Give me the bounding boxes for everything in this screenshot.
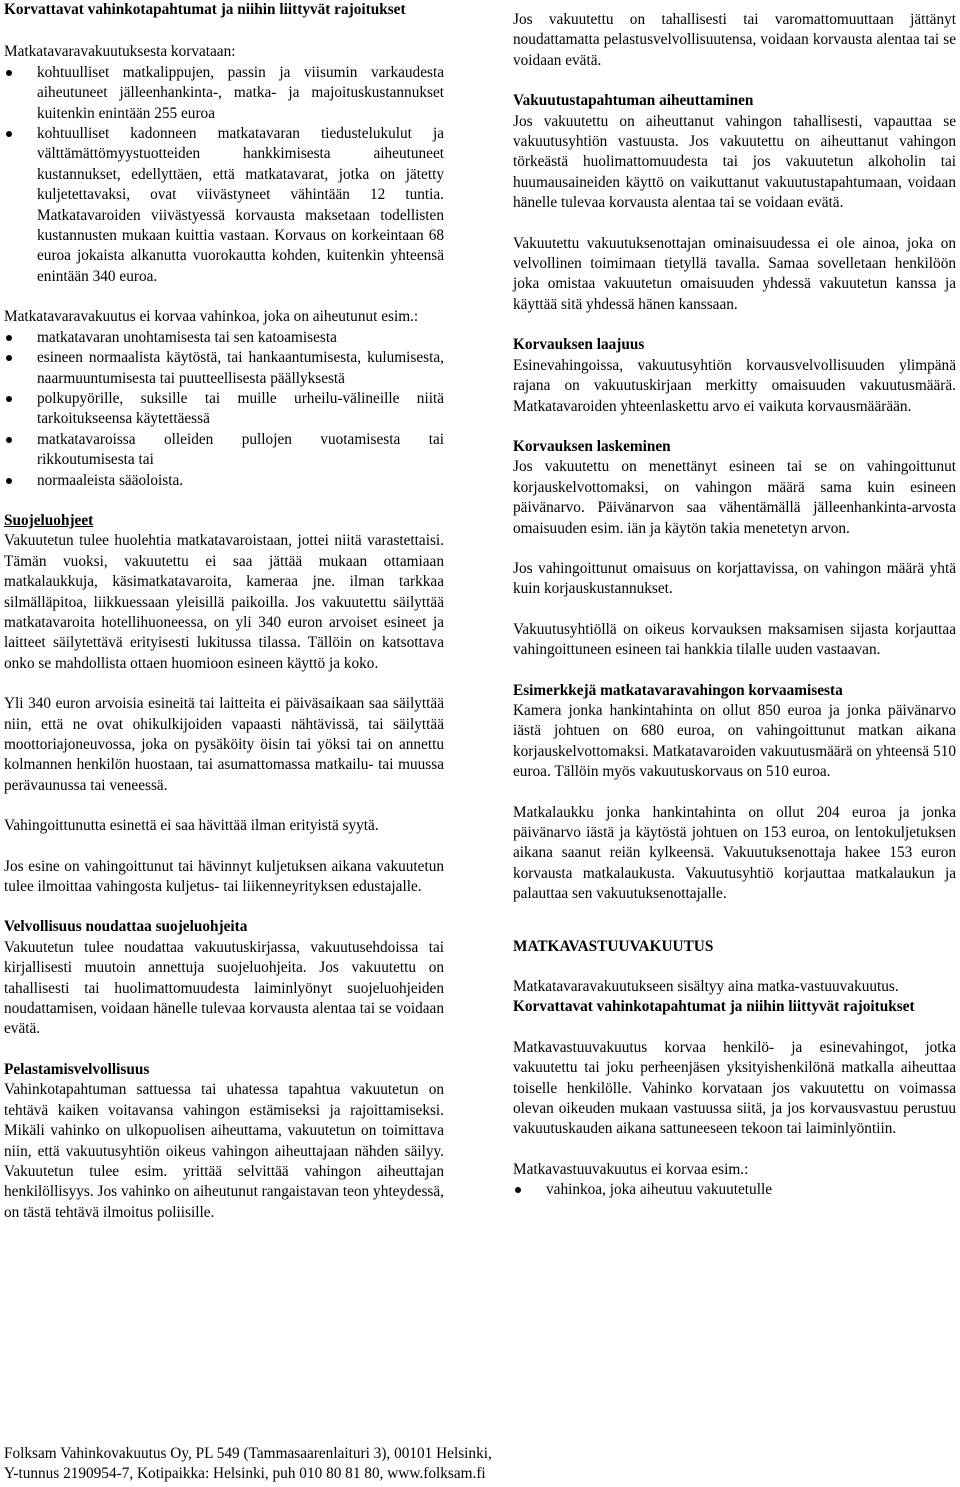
liability-not-covered-intro: Matkavastuuvakuutus ei korvaa esim.: (513, 1160, 749, 1178)
scope-heading: Korvauksen laajuus (513, 336, 645, 354)
not-covered-list (4, 328, 444, 491)
example-paragraph-2: Matkalaukku jonka hankintahinta on ollut 204 euroa ja jonka päivänarvo iästä ja käytöstä johtuen on 153 euroa, on lentokuljetuksen aikana saanut reiän kylkeensä. Vakuutuksenottaja hakee 153 euron korvausta matkalaukusta. Vakuutusyhtiö korjauttaa matkalaukun ja palauttaa sen vakuutuksenottajalle. (513, 803, 956, 903)
footer-line-2: Y-tunnus 2190954-7, Kotipaikka: Helsinki, puh 010 80 81 80, www.folksam.fi (4, 1465, 486, 1483)
scope-paragraph: Esinevahingoissa, vakuutusyhtiön korvausvelvollisuuden ylimpänä rajana on vakuutuskirjaan merkitty omaisuuden vakuutusmäärä. Matkatavaroiden yhteenlaskettu arvo ei vaikuta korvausmäärään. (513, 356, 956, 415)
obligation-paragraph: Vakuutetun tulee noudattaa vakuutuskirjassa, vakuutusehdoissa tai kirjallisesti muutoin annettuja suojeluohjeita. Jos vakuutettu on tahallisesti tai huolimattomuudesta laiminlyönyt suojeluohjeiden noudattamisen, voidaan hänelle tulevaa korvausta alentaa tai se voidaan evätä. (4, 938, 444, 1038)
rescue-paragraph: Vahinkotapahtuman sattuessa tai uhatessa tapahtua vakuutetun on tehtävä kaiken voitavansa vahingon estämiseksi ja rajoittamiseksi. Mikäli vahinko on ulkopuolisen aiheuttama, vakuutetun on toimittava niin, että vakuutusyhtiön oikeus vahingon aiheuttajaan nähden säilyy. Vakuutetun tulee esim. yrittää selvittää vahingon aiheuttajan henkilöllisyys. Jos vahinko on aiheutunut rangaistavan teon yhteydessä, on tästä tehtävä ilmoitus poliisille. (4, 1081, 444, 1221)
liability-events-heading: Korvattavat vahinkotapahtumat ja niihin liittyvät rajoitukset (513, 998, 915, 1016)
causing-heading: Vakuutustapahtuman aiheuttaminen (513, 92, 754, 110)
not-covered-intro: Matkatavaravakuutus ei korvaa vahinkoa, joka on aiheutunut esim.: (4, 308, 419, 326)
list-item: esineen normaalista käytöstä, tai hankaantumisesta, kulumisesta, naarmuuntumisesta tai puutteellisesta päällyksestä (4, 348, 444, 389)
liability-heading: MATKAVASTUUVAKUUTUS (513, 937, 714, 955)
covered-intro: Matkatavaravakuutuksesta korvataan: (4, 43, 236, 61)
owner-paragraph: Vakuutettu vakuutuksenottajan ominaisuudessa ei ole ainoa, joka on velvollinen toimimaan tietyllä tavalla. Samaa sovelletaan henkilöön joka omistaa vakuutetun omaisuuden yhdessä vakuutetun kanssa ja käyttää sitä yhdessä hänen kanssaan. (513, 234, 956, 313)
protection-heading: Suojeluohjeet (4, 511, 94, 529)
liability-included-paragraph: Matkatavaravakuutukseen sisältyy aina matka-vastuuvakuutus. (513, 978, 899, 996)
protection-paragraph-2: Yli 340 euron arvoisia esineitä tai laitteita ei päiväsaikaan saa säilyttää niin, että ne ovat ohikulkijoiden vapaasti nähtävissä, tai säilyttää moottoriajoneuvossa, joka on pysäköity öisin tai yöksi tai on annettu kolmannen henkilön huostaan, tai asumattomassa matkailu- tai muussa perävaunussa tai veneessä. (4, 695, 444, 794)
list-item: kohtuulliset matkalippujen, passin ja viisumin varkaudesta aiheutuneet jälleenhankinta-, matka- ja majoituskustannukset kuitenkin enintään 255 euroa (4, 63, 444, 124)
right-column (513, 0, 956, 1201)
list-item: matkatavaroissa olleiden pullojen vuotamisesta tai rikkoutumisesta tai (4, 430, 444, 471)
footer-line-1: Folksam Vahinkovakuutus Oy, PL 549 (Tammasaarenlaituri 3), 00101 Helsinki, (4, 1445, 492, 1462)
covered-events-heading: Korvattavat vahinkotapahtumat ja niihin liittyvät rajoitukset (4, 1, 406, 18)
list-item: polkupyörille, suksille tai muille urheilu-välineille niitä tarkoitukseensa käytettäessä (4, 389, 444, 430)
list-item: matkatavaran unohtamisesta tai sen katoamisesta (4, 328, 444, 348)
protection-paragraph-1: Vakuutetun tulee huolehtia matkatavaroistaan, jottei niitä varastettaisi. Tämän vuoksi, vakuutettu ei saa jättää mukaan ottamiaan matkalaukkuja, käsimatkatavaroita, kameraa jne. ilman tarkkaa silmälläpitoa, liikkuessaan yleisillä paikoilla. Jos vakuutettu säilyttää matkatavaroita hotellihuoneessa, on yli 340 euron arvoiset esineet ja laitteet säilytettävä erityisesti lukitussa tilassa. Tällöin on katsottava onko se mahdollista ottaen huomioon esineen käyttö ja koko. (4, 532, 444, 672)
liability-paragraph: Matkavastuuvakuutus korvaa henkilö- ja esinevahingot, jotka vakuutettu tai joku perheenjäsen yksityishenkilönä matkalla aiheuttaa toiselle henkilölle. Vahinko korvataan jos vakuutettu on voimassa olevan oikeuden mukaan vastuussa siitä, ja jos korvausvastuu perustuu vakuutuskauden aikana sattuneeseen tekoon tai laiminlyöntiin. (513, 1038, 956, 1138)
list-item: kohtuulliset kadonneen matkatavaran tiedustelukulut ja välttämättömyystuotteiden hankkimisesta aiheutuneet kustannukset, edellyttäen, että matkatavarat, jotka on jätetty kuljetettavaksi, ovat viivästyneet vähintään 12 tuntia. Matkatavaroiden viivästyessä korvausta maksetaan todellisten kustannusten mukaan kuittia vastaan. Korvaus on korkeintaan 68 euroa jokaista alkanutta vuorokautta kohden, kuitenkin yhteensä enintään 340 euroa. (4, 124, 444, 287)
covered-list (4, 63, 444, 287)
rescue-consequence-paragraph: Jos vakuutettu on tahallisesti tai varomattomuuttaan jättänyt noudattamatta pelastusvelvollisuutensa, voidaan korvausta alentaa tai se voidaan evätä. (513, 11, 956, 69)
example-paragraph-1: Kamera jonka hankintahinta on ollut 850 euroa ja jonka päivänarvo iästä johtuen on 680 euroa, on vahingoittunut matkan aikana korjauskelvottomaksi. Matkatavaroiden vakuutusmäärä on yhteensä 510 euroa. Tällöin myös vakuutuskorvaus on 510 euroa. (513, 701, 956, 781)
list-item: vahinkoa, joka aiheutuu vakuutetulle (513, 1180, 956, 1200)
protection-paragraph-3: Vahingoittunutta esinettä ei saa hävittää ilman erityistä syytä. (4, 817, 379, 835)
calculation-paragraph-2: Jos vahingoittunut omaisuus on korjattavissa, on vahingon määrä yhtä kuin korjauskustannukset. (513, 559, 956, 598)
examples-heading: Esimerkkejä matkatavaravahingon korvaamisesta (513, 681, 843, 699)
calculation-paragraph-1: Jos vakuutettu on menettänyt esineen tai se on vahingoittunut korjauskelvottomaksi, on vahingon määrä sama kuin esineen päivänarvo. Päivänarvon saa vähentämällä jälleenhankinta-arvosta omaisuuden esim. iän ja käytön takia menetetyn arvon. (513, 458, 956, 537)
liability-not-covered-list (513, 1180, 956, 1200)
calculation-paragraph-3: Vakuutusyhtiöllä on oikeus korvauksen maksamisen sijasta korjauttaa vahingoittuneen esineen tai hankkia tilalle uuden vastaavan. (513, 620, 956, 659)
protection-paragraph-4: Jos esine on vahingoittunut tai hävinnyt kuljetuksen aikana vakuutetun tulee ilmoittaa vahingosta kuljetus- tai liikenneyrityksen edustajalle. (4, 857, 444, 896)
obligation-heading: Velvollisuus noudattaa suojeluohjeita (4, 918, 248, 936)
rescue-heading: Pelastamisvelvollisuus (4, 1060, 150, 1078)
causing-paragraph: Jos vakuutettu on aiheuttanut vahingon tahallisesti, vapauttaa se vakuutusyhtiön vastuusta. Jos vakuutettu on aiheuttanut vahingon törkeästä huolimattomuudesta tai jos vakuutetun alkoholin tai huumausaineiden käyttö on vaikuttanut vakuutustapahtumaan, voidaan hänelle tulevaa korvausta alentaa tai se voidaan evätä. (513, 112, 956, 212)
page-footer (4, 1444, 704, 1485)
left-column (4, 0, 444, 1223)
list-item: normaaleista sääoloista. (4, 471, 444, 491)
calculation-heading: Korvauksen laskeminen (513, 437, 671, 455)
